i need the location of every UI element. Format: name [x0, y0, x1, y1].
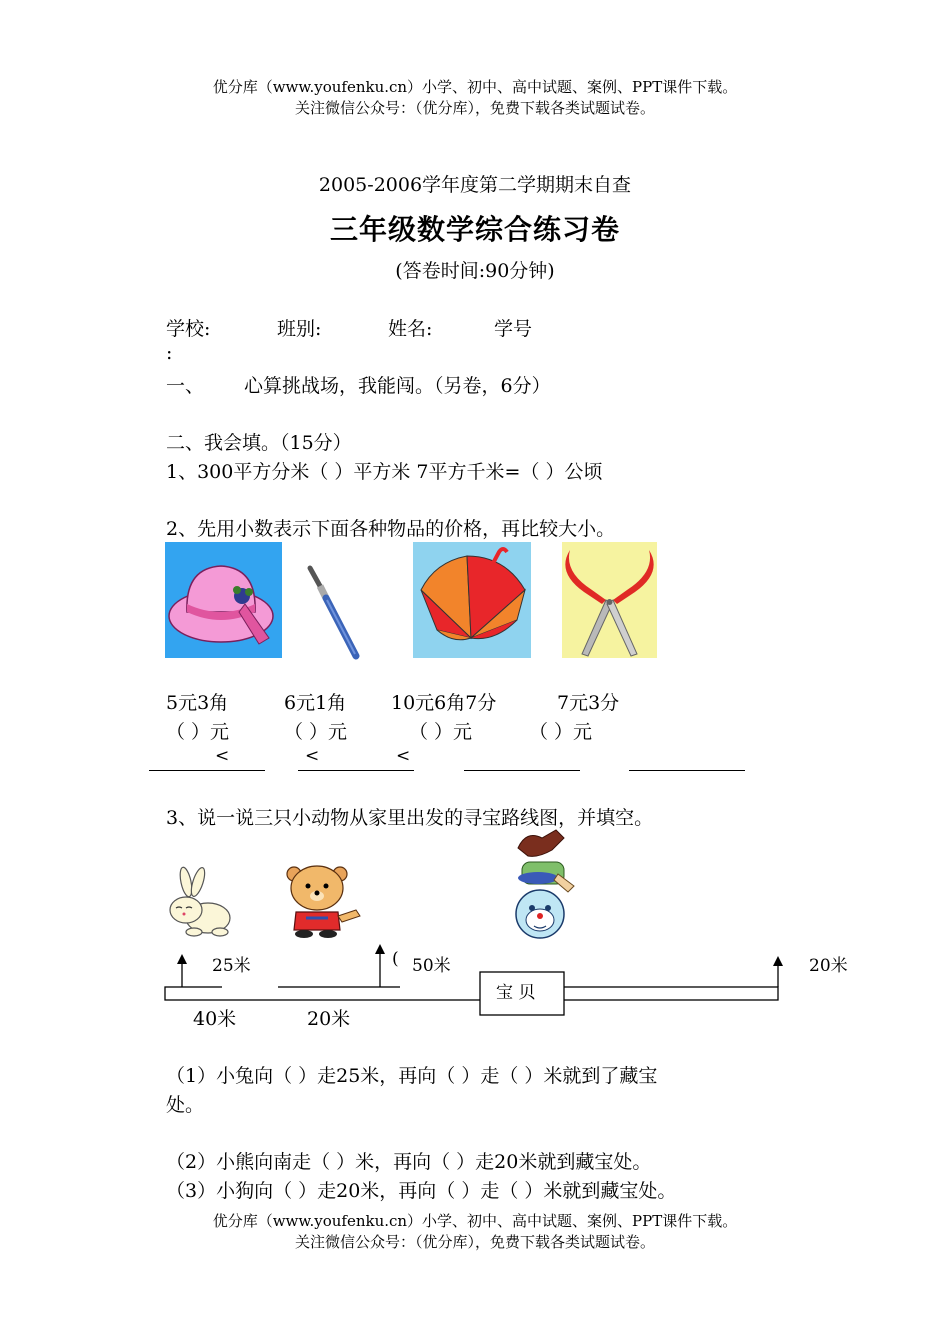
question-1: 1、300平方分米（ ）平方米 7平方千米=（ ）公顷: [166, 461, 603, 483]
compare-symbol-2: <: [305, 746, 320, 766]
question-3: 3、说一说三只小动物从家里出发的寻宝路线图，并填空。: [166, 807, 654, 829]
yuan-blank-4[interactable]: （ ）元: [529, 721, 593, 743]
dog-picture: [508, 828, 580, 940]
student-id-colon: :: [166, 342, 173, 364]
exam-time: (答卷时间:90分钟): [395, 260, 555, 282]
treasure-label: 宝 贝: [496, 983, 536, 1003]
yuan-blank-1[interactable]: （ ）元: [166, 721, 230, 743]
route-clipped-mark: (: [392, 949, 399, 969]
sub-question-1: （1）小兔向（ ）走25米，再向（ ）走（ ）米就到了藏宝: [166, 1065, 658, 1087]
route-label-20m-top: 20米: [809, 956, 848, 976]
price-umbrella: 10元6角7分: [391, 692, 497, 714]
compare-symbol-3: <: [396, 746, 411, 766]
compare-blank-3[interactable]: [464, 770, 580, 771]
header-line-2: 关注微信公众号：（优分库），免费下载各类试题试卷。: [294, 99, 655, 117]
header-line-1: 优分库（www.youfenku.cn）小学、初中、高中试题、案例、PPT课件下载。: [212, 78, 738, 96]
sub-question-3: （3）小狗向（ ）走20米，再向（ ）走（ ）米就到藏宝处。: [166, 1180, 677, 1202]
compare-blank-1[interactable]: [149, 770, 265, 771]
footer-line-2: 关注微信公众号：（优分库），免费下载各类试题试卷。: [294, 1233, 655, 1251]
yuan-blank-2[interactable]: （ ）元: [284, 721, 348, 743]
exam-year-line: 2005-2006学年度第二学期期末自查: [318, 174, 632, 196]
hat-picture: [165, 542, 282, 658]
route-label-20m-bottom: 20米: [307, 1008, 351, 1030]
route-label-25m: 25米: [212, 956, 251, 976]
section1-text: 心算挑战场，我能闯。（另卷，6分）: [244, 375, 551, 397]
question-2: 2、先用小数表示下面各种物品的价格，再比较大小。: [166, 518, 616, 540]
yuan-blank-3[interactable]: （ ）元: [409, 721, 473, 743]
rabbit-arrow-head: [177, 954, 187, 964]
compare-blank-2[interactable]: [298, 770, 414, 771]
route-label-40m: 40米: [193, 1008, 237, 1030]
route-diagram: [160, 940, 790, 1020]
price-hat: 5元3角: [166, 692, 229, 714]
student-id-field-label: 学号: [494, 318, 533, 340]
rabbit-picture: [164, 866, 236, 938]
dog-arrow-head: [773, 956, 783, 966]
sub-question-2: （2）小熊向南走（ ）米，再向（ ）走20米就到藏宝处。: [166, 1151, 652, 1173]
section1-number: 一、: [166, 375, 205, 397]
name-field-label: 姓名:: [388, 318, 433, 340]
umbrella-picture: [413, 542, 531, 658]
compare-symbol-1: <: [215, 746, 230, 766]
price-brush: 6元1角: [284, 692, 347, 714]
route-label-50m: 50米: [412, 956, 451, 976]
class-field-label: 班别:: [277, 318, 322, 340]
price-scissors: 7元3分: [557, 692, 620, 714]
school-field-label: 学校:: [166, 318, 211, 340]
section2-title: 二、我会填。（15分）: [166, 432, 352, 454]
bear-picture: [284, 862, 364, 938]
compare-blank-4[interactable]: [629, 770, 745, 771]
paintbrush-picture: [300, 562, 364, 660]
bear-arrow-head: [375, 944, 385, 954]
scissors-picture: [562, 542, 657, 658]
sub-question-1-cont: 处。: [166, 1094, 205, 1116]
footer-line-1: 优分库（www.youfenku.cn）小学、初中、高中试题、案例、PPT课件下载。: [212, 1212, 738, 1230]
route-road: [165, 987, 778, 1000]
exam-title: 三年级数学综合练习卷: [329, 213, 620, 246]
